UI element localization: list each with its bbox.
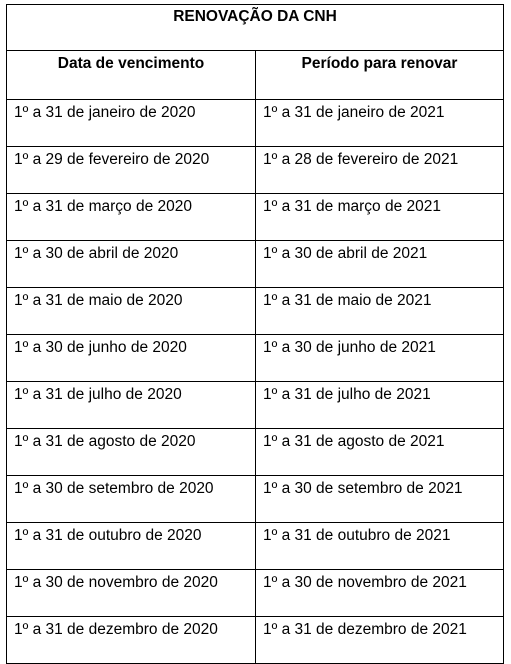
table-row — [7, 147, 504, 194]
cnh-renewal-table — [6, 4, 504, 664]
column-header-renewal-period: Período para renovar — [256, 51, 504, 100]
renewal-period-cell: 1º a 31 de julho de 2021 — [256, 382, 504, 429]
renewal-period-cell: 1º a 31 de agosto de 2021 — [256, 429, 504, 476]
expiry-date-cell: 1º a 31 de maio de 2020 — [7, 288, 256, 335]
column-header-expiry-date: Data de vencimento — [7, 51, 256, 100]
renewal-period-cell: 1º a 30 de setembro de 2021 — [256, 476, 504, 523]
table-row — [7, 382, 504, 429]
expiry-date-cell: 1º a 30 de abril de 2020 — [7, 241, 256, 288]
table-row — [7, 429, 504, 476]
table-body — [7, 100, 504, 664]
table-row — [7, 476, 504, 523]
renewal-period-cell: 1º a 31 de outubro de 2021 — [256, 523, 504, 570]
expiry-date-cell: 1º a 31 de outubro de 2020 — [7, 523, 256, 570]
renewal-period-cell: 1º a 30 de junho de 2021 — [256, 335, 504, 382]
renewal-period-cell: 1º a 31 de janeiro de 2021 — [256, 100, 504, 147]
expiry-date-cell: 1º a 29 de fevereiro de 2020 — [7, 147, 256, 194]
renewal-period-cell: 1º a 31 de maio de 2021 — [256, 288, 504, 335]
header-row — [7, 51, 504, 100]
table-row — [7, 241, 504, 288]
title-row — [7, 5, 504, 51]
expiry-date-cell: 1º a 30 de junho de 2020 — [7, 335, 256, 382]
renewal-period-cell: 1º a 28 de fevereiro de 2021 — [256, 147, 504, 194]
expiry-date-cell: 1º a 30 de novembro de 2020 — [7, 570, 256, 617]
table-row — [7, 570, 504, 617]
table-title: RENOVAÇÃO DA CNH — [7, 5, 504, 51]
expiry-date-cell: 1º a 31 de agosto de 2020 — [7, 429, 256, 476]
expiry-date-cell: 1º a 31 de dezembro de 2020 — [7, 617, 256, 664]
renewal-period-cell: 1º a 31 de dezembro de 2021 — [256, 617, 504, 664]
expiry-date-cell: 1º a 31 de julho de 2020 — [7, 382, 256, 429]
expiry-date-cell: 1º a 31 de janeiro de 2020 — [7, 100, 256, 147]
table-row — [7, 617, 504, 664]
renewal-period-cell: 1º a 30 de abril de 2021 — [256, 241, 504, 288]
expiry-date-cell: 1º a 30 de setembro de 2020 — [7, 476, 256, 523]
table-row — [7, 194, 504, 241]
renewal-period-cell: 1º a 31 de março de 2021 — [256, 194, 504, 241]
table-row — [7, 100, 504, 147]
renewal-period-cell: 1º a 30 de novembro de 2021 — [256, 570, 504, 617]
table-row — [7, 288, 504, 335]
table-row — [7, 335, 504, 382]
expiry-date-cell: 1º a 31 de março de 2020 — [7, 194, 256, 241]
table-row — [7, 523, 504, 570]
